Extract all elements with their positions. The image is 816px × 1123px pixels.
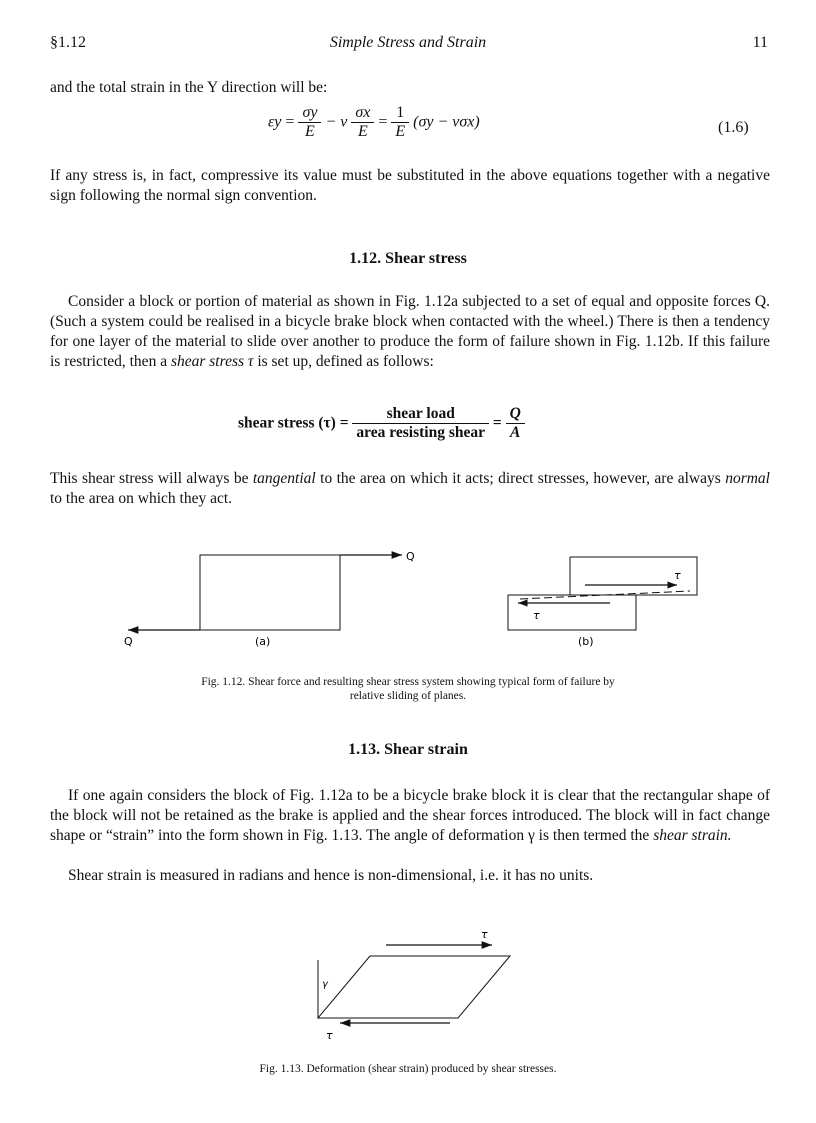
formula-q-over-a xyxy=(506,405,525,442)
caption-fig-1-12 xyxy=(0,675,816,703)
shear-strain-paragraph-1: If one again considers the block of Fig. 1.12a to be a bicycle brake block it is clear that the rectangular shape of the block will not be retained as the brake is applied and the shear forces introduced. The block will in fact change shape or “strain” into the form shown in Fig. 1.13. The angle of deformation γ is then termed the shear strain. xyxy=(50,787,770,844)
label-q-top: Q xyxy=(406,550,415,563)
eq-tail: (σy − νσx) xyxy=(413,113,480,131)
eq-f2-num: σx xyxy=(351,104,374,123)
label-tau-top-1-13: τ xyxy=(481,928,488,941)
eq-f3-den: E xyxy=(395,123,406,140)
figure-1-12 xyxy=(0,535,816,660)
formula-lhs: shear stress (τ) = xyxy=(238,414,349,432)
shear-stress-formula xyxy=(238,405,525,442)
eq-f1-den: E xyxy=(305,123,315,140)
heading-shear-stress: 1.12. Shear stress xyxy=(349,250,467,267)
eq-minus-nu: − ν xyxy=(325,113,348,131)
section-number: §1.12 xyxy=(50,34,86,51)
equation-1-6: εy = $\frac{\sigma y}{E}$ − ν $\frac{\sigma x}{E}$ = $\frac{1}{E}$ (σy − νσx) xyxy=(268,104,480,140)
eq-fraction-2 xyxy=(351,104,374,141)
label-gamma: γ xyxy=(322,979,328,990)
formula-a: A xyxy=(510,424,521,441)
page-number: 11 xyxy=(752,34,768,51)
shear-stress-paragraph: Consider a block or portion of material as shown in Fig. 1.12a subjected to a set of equal and opposite forces Q. (Such a system could be realised in a bicycle brake block when contacted with the wheel.) There is then a tendency for one layer of the material to slide over another to produce the form of failure shown in Fig. 1.12b. If this failure is restricted, then a shear stress τ is set up, defined as follows: xyxy=(50,293,770,370)
compressive-paragraph: If any stress is, in fact, compressive its value must be substituted in the above equations together with a negative sign following the normal sign convention. xyxy=(50,167,770,204)
label-tau-bottom-1-13: τ xyxy=(326,1029,333,1042)
block-a xyxy=(200,555,340,630)
heading-shear-strain: 1.13. Shear strain xyxy=(348,741,468,758)
label-tau-bottom-b: τ xyxy=(533,609,540,622)
eq-fraction-1 xyxy=(298,104,321,141)
eq-lhs: εy xyxy=(268,113,282,131)
formula-den: area resisting shear xyxy=(356,424,486,441)
formula-num: shear load xyxy=(352,405,489,424)
caption-fig-1-12-line1: Fig. 1.12. Shear force and resulting shear stress system showing typical form of failure by xyxy=(201,676,615,688)
eq-f1-num: σy xyxy=(298,104,321,123)
caption-fig-1-12-line2: relative sliding of planes. xyxy=(349,690,467,702)
formula-q: Q xyxy=(506,405,525,424)
eq-f3-num: 1 xyxy=(391,104,409,123)
label-q-bottom: Q xyxy=(124,635,133,648)
shear-strain-paragraph-2: Shear strain is measured in radians and hence is non-dimensional, i.e. it has no units. xyxy=(68,867,594,884)
formula-equals: = xyxy=(492,414,502,432)
eq-equals: = xyxy=(378,113,388,131)
deformed-block xyxy=(318,956,510,1018)
equation-number: (1.6) xyxy=(718,119,749,136)
tangential-paragraph: This shear stress will always be tangential to the area on which it acts; direct stresses, however, are always normal to the area on which they act. xyxy=(50,470,770,507)
label-a: (a) xyxy=(255,635,271,648)
intro-text: and the total strain in the Y direction will be: xyxy=(50,79,328,96)
figure-1-13 xyxy=(0,925,816,1045)
eq-f2-den: E xyxy=(357,123,368,140)
label-tau-top-b: τ xyxy=(674,569,681,582)
formula-fraction xyxy=(352,405,489,442)
caption-fig-1-13: Fig. 1.13. Deformation (shear strain) produced by shear stresses. xyxy=(259,1063,557,1075)
block-b-lower xyxy=(508,595,636,630)
label-b: (b) xyxy=(578,635,594,648)
running-title: Simple Stress and Strain xyxy=(329,34,487,51)
eq-fraction-3 xyxy=(391,104,409,141)
